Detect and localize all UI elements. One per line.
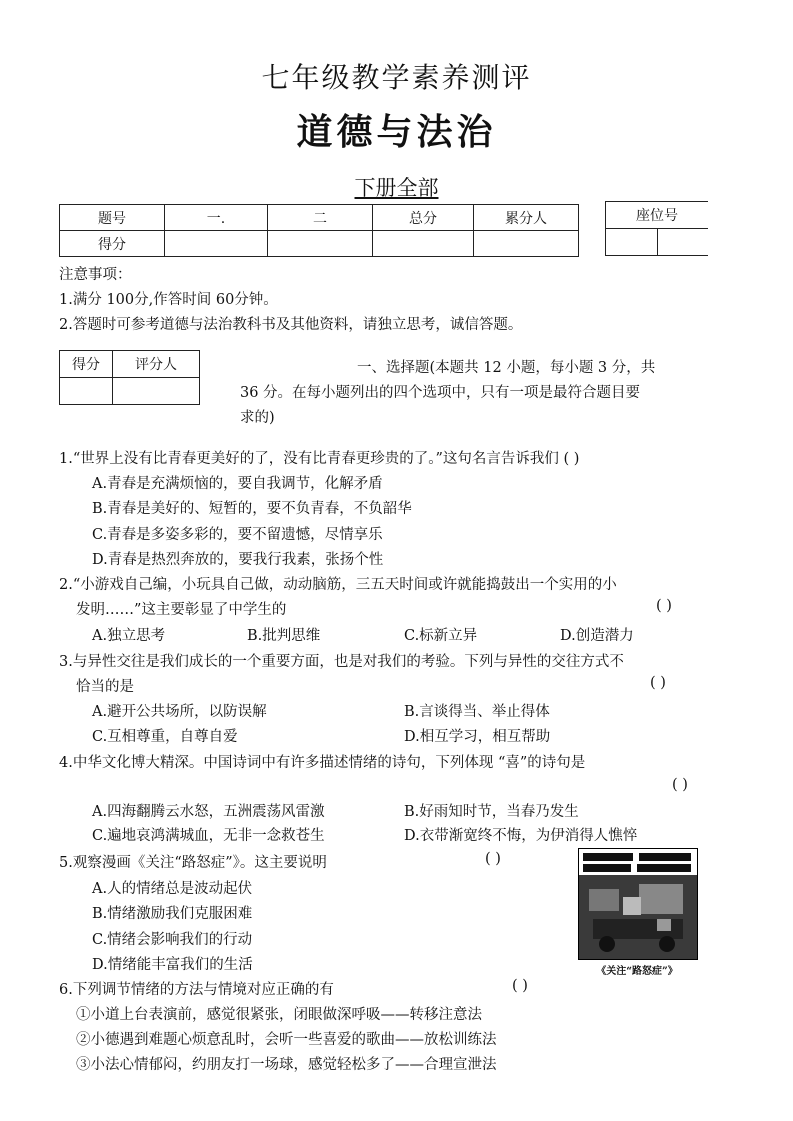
note-item: 1.满分 100分,作答时间 60分钟。 [59,292,278,308]
note-item: 2.答题时可参考道德与法治教科书及其他资料，请独立思考，诚信答题。 [59,317,523,333]
option: C.标新立异 [404,628,478,644]
option: A.四海翻腾云水怒，五洲震荡风雷激 [92,804,325,820]
score-table-header: 题号 [60,205,165,231]
option: B.批判思维 [247,628,321,644]
option: B.情绪激励我们克服困难 [92,906,253,922]
comic-caption: 《关注“路怒症”》 [596,966,678,977]
road-rage-comic-image [578,848,698,960]
seat-table [605,201,708,256]
subject-title: 道德与法治 [296,111,497,153]
option: D.创造潜力 [560,628,634,644]
option: B.言谈得当、举止得体 [404,704,550,720]
score-table-header: 总分 [373,205,474,231]
option: B.青春是美好的、短暂的，要不负青春，不负韶华 [92,501,412,517]
question-stem: 3.与异性交往是我们成长的一个重要方面，也是对我们的考验。下列与异性的交往方式不 [59,654,624,670]
grader-score-label: 得分 [60,351,113,378]
score-cell[interactable] [373,231,474,257]
comic-illustration [579,849,697,959]
grader-label: 评分人 [113,351,200,378]
option: D.青春是热烈奔放的，要我行我素，张扬个性 [92,552,384,568]
score-cell[interactable] [268,231,373,257]
answer-bracket: ( ) [650,675,666,691]
question-stem: 1.“世界上没有比青春更美好的了，没有比青春更珍贵的了。”这句名言告诉我们 ( ) [59,451,580,467]
grader-table [59,350,200,405]
exam-title: 七年级教学素养测评 [261,61,532,94]
option: C.情绪会影响我们的行动 [92,932,253,948]
question-stem: 恰当的是 [76,679,134,695]
score-table-header: 累分人 [474,205,579,231]
score-row-label: 得分 [60,231,165,257]
question-stem: 4.中华文化博大精深。中国诗词中有许多描述情绪的诗句，下列体现 “喜”的诗句是 [59,755,586,771]
seat-label: 座位号 [606,202,709,229]
score-table [59,204,579,257]
score-cell[interactable] [165,231,268,257]
section-heading: 一、选择题(本题共 12 小题，每小题 3 分，共 [357,360,656,376]
list-item: ③小法心情郁闷，约朋友打一场球，感觉轻松多了——合理宣泄法 [76,1057,497,1073]
notes-title: 注意事项： [59,267,132,283]
option: A.青春是充满烦恼的，要自我调节，化解矛盾 [92,476,383,492]
score-cell[interactable] [474,231,579,257]
answer-bracket: ( ) [512,978,528,994]
question-stem: 5.观察漫画《关注“路怒症”》。这主要说明 [59,855,327,871]
list-item: ②小德遇到难题心烦意乱时，会听一些喜爱的歌曲——放松训练法 [76,1032,497,1048]
option: B.好雨知时节，当春乃发生 [404,804,579,820]
option: C.遍地哀鸿满城血，无非一念救苍生 [92,828,325,844]
option: A.人的情绪总是波动起伏 [92,881,253,897]
score-table-header: 一. [165,205,268,231]
answer-bracket: ( ) [656,598,672,614]
scope-subtitle: 下册全部 [354,176,439,200]
section-heading: 求的) [240,410,275,426]
list-item: ①小道上台表演前，感觉很紧张，闭眼做深呼吸——转移注意法 [76,1007,482,1023]
option: D.衣带渐宽终不悔，为伊消得人憔悴 [404,828,638,844]
seat-cell[interactable] [606,229,658,256]
option: A.避开公共场所，以防误解 [92,704,267,720]
score-table-header: 二 [268,205,373,231]
grader-score-cell[interactable] [60,378,113,405]
answer-bracket: ( ) [485,851,501,867]
option: D.情绪能丰富我们的生活 [92,957,253,973]
option: D.相互学习，相互帮助 [404,729,551,745]
grader-name-cell[interactable] [113,378,200,405]
section-heading: 36 分。在每小题列出的四个选项中，只有一项是最符合题目要 [240,385,641,401]
option: A.独立思考 [92,628,166,644]
option: C.互相尊重，自尊自爱 [92,729,238,745]
question-stem: 6.下列调节情绪的方法与情境对应正确的有 [59,982,334,998]
answer-bracket: ( ) [672,777,688,793]
seat-cell[interactable] [657,229,708,256]
question-stem: 发明……”这主要彰显了中学生的 [76,602,287,618]
question-stem: 2.“小游戏自己编，小玩具自己做，动动脑筋，三五天时间或许就能捣鼓出一个实用的小 [59,577,617,593]
option: C.青春是多姿多彩的，要不留遗憾，尽情享乐 [92,527,383,543]
